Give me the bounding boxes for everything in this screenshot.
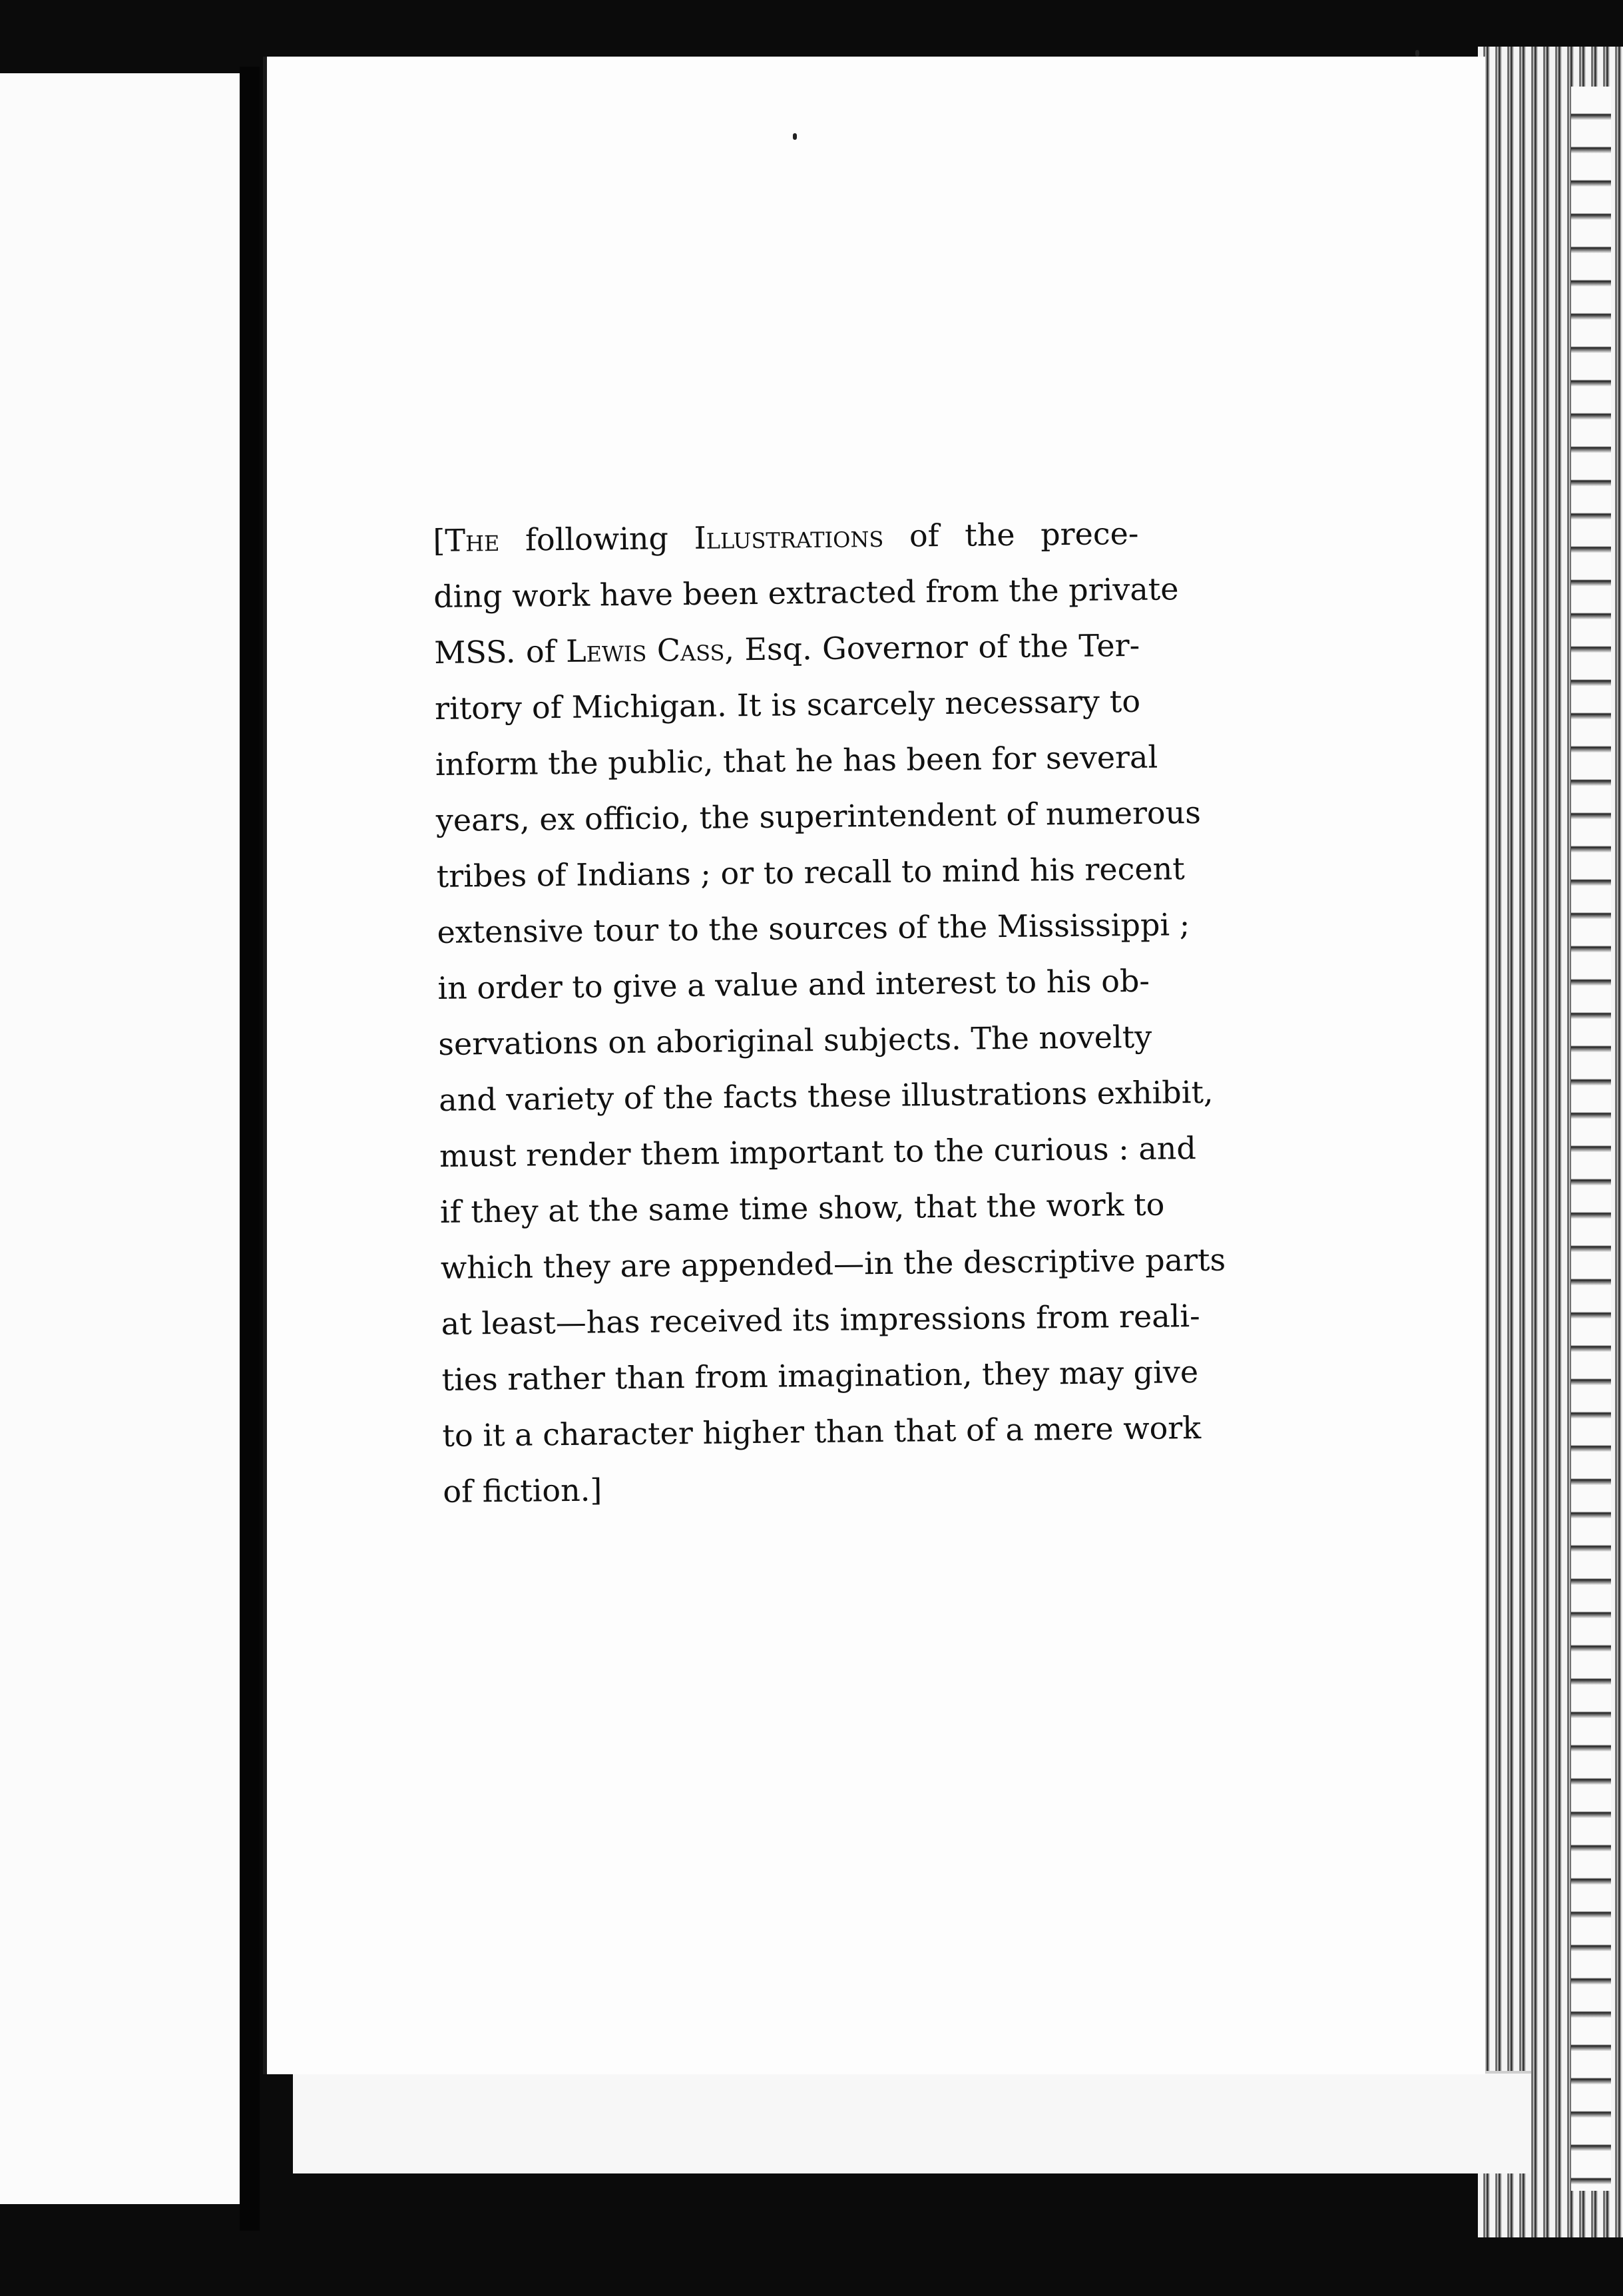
text-run: following	[499, 519, 694, 558]
text-run: ding work have been extracted from the private	[433, 571, 1179, 615]
text-run: must render them important to the curious : and	[439, 1130, 1197, 1174]
text-run: in order to give a value and interest to his ob-	[437, 962, 1150, 1006]
text-run: inform the public, that he has been for several	[435, 738, 1158, 782]
text-run: ritory of Michigan. It is scarcely necessary to	[434, 683, 1141, 726]
paragraph-line	[442, 1400, 1202, 1464]
ink-speck	[793, 133, 797, 140]
paragraph-line	[438, 1065, 1214, 1128]
facing-page-left	[0, 73, 240, 2204]
small-caps-text: Illustrations	[694, 517, 884, 556]
paragraph-line	[441, 1344, 1199, 1408]
text-run: of the prece-	[883, 515, 1139, 554]
page-edges-fore	[1571, 87, 1611, 2191]
paragraph-line	[434, 617, 1140, 681]
paragraph-line	[436, 841, 1185, 904]
text-run: years, ex officio, the superintendent of numerous	[435, 794, 1202, 838]
book-gutter	[240, 67, 260, 2231]
small-caps-text: Lewis Cass	[565, 631, 725, 669]
paragraph-line	[439, 1177, 1165, 1240]
text-run: ties rather than from imagination, they may give	[441, 1354, 1199, 1398]
text-run: to it a character higher than that of a mere work	[442, 1409, 1202, 1454]
text-run: MSS. of	[433, 633, 567, 671]
text-run: if they at the same time show, that the work to	[439, 1186, 1165, 1230]
text-run: [	[433, 522, 445, 559]
paragraph-line	[437, 897, 1190, 960]
small-caps-text: The	[445, 521, 500, 559]
paragraph-line	[440, 1233, 1226, 1296]
text-run: of fiction.]	[443, 1472, 602, 1510]
paragraph-line	[433, 505, 1139, 569]
paragraph-line	[438, 1009, 1152, 1072]
text-run: at least—has received its impressions from reali-	[441, 1297, 1200, 1342]
paragraph-line	[441, 1289, 1200, 1352]
illustrations-preface-paragraph	[433, 505, 1226, 1520]
text-run: tribes of Indians ; or to recall to mind his recent	[436, 850, 1185, 894]
paragraph-line	[435, 729, 1158, 792]
paragraph-line	[433, 561, 1179, 625]
text-run: and variety of the facts these illustrations exhibit,	[438, 1073, 1214, 1118]
paragraph-line	[435, 785, 1202, 848]
paragraph-line	[437, 953, 1150, 1016]
text-run: , Esq. Governor of the Ter-	[724, 627, 1140, 668]
ink-speck	[1415, 50, 1419, 57]
text-run: which they are appended—in the descriptive parts	[440, 1241, 1226, 1286]
paragraph-line	[443, 1456, 1149, 1520]
paragraph-line	[439, 1121, 1197, 1184]
lower-leaf-edge	[293, 2071, 1531, 2173]
text-run: servations on aboriginal subjects. The novelty	[438, 1018, 1152, 1062]
text-run: extensive tour to the sources of the Mississippi ;	[437, 906, 1190, 950]
paragraph-line	[435, 673, 1141, 736]
